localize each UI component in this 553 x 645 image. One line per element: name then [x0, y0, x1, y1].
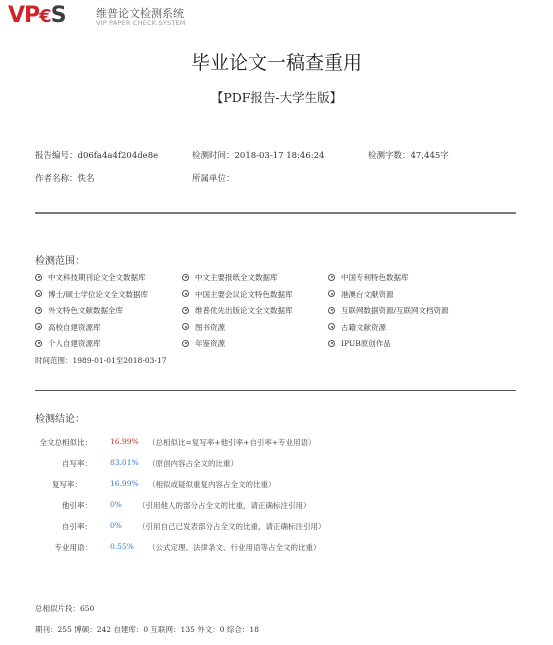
scope-item-label: 图书资源 — [195, 322, 225, 332]
scope-item-label: IPUB原创作品 — [341, 339, 391, 348]
scope-item — [182, 322, 225, 333]
bullet-icon — [35, 274, 42, 281]
conclusion-value: 0% — [110, 521, 122, 530]
scope-item-label: 中文科技期刊论文全文数据库 — [48, 273, 146, 282]
scope-item-label: 高校自建资源库 — [48, 322, 101, 332]
scope-item-label: 港澳台文献资源 — [341, 289, 394, 299]
conclusion-description: （总相似比=复写率+他引率+自引率+专业用语） — [148, 438, 316, 447]
divider-middle — [35, 390, 516, 391]
conclusion-label: 自写率： — [62, 459, 92, 468]
scope-item-label: 个人自建资源库 — [48, 339, 101, 348]
conclusion-label: 复写率： — [52, 480, 82, 489]
source-breakdown: 期刊：255 博硕：242 自建库：0 互联网：135 外文：0 综合：18 — [35, 625, 259, 634]
scope-item — [35, 338, 101, 349]
report-title: 毕业论文一稿查重用 — [190, 52, 362, 74]
bullet-icon — [328, 323, 335, 330]
report-number: 报告编号：d06fa4a4f204de8e — [35, 151, 159, 161]
logo-mark: VP€S — [8, 3, 66, 28]
bullet-icon — [182, 290, 189, 297]
scope-item-label: 互联网数据资源/互联网文档资源 — [341, 306, 449, 315]
conclusion-label: 全文总相似比： — [39, 438, 92, 447]
scope-item-label: 维普优先出版论文全文数据库 — [195, 306, 293, 315]
scope-item — [35, 305, 123, 316]
conclusion-description: （引用自己已发表部分占全文的比重，请正确标注引用） — [138, 522, 326, 531]
conclusion-value: 16.99% — [110, 479, 139, 488]
scope-item — [328, 338, 391, 349]
affiliation: 所属单位： — [192, 174, 235, 184]
scope-item — [182, 305, 293, 316]
author-name: 作者名称：佚名 — [35, 174, 95, 184]
bullet-icon — [182, 307, 189, 314]
scope-item — [328, 272, 409, 283]
conclusion-description: （公式定理、法律条文、行业用语等占全文的比重） — [148, 543, 321, 552]
conclusion-heading: 检测结论： — [35, 414, 85, 425]
bullet-icon — [35, 290, 42, 297]
scope-item — [182, 289, 293, 300]
logo-subtitle: VIP PAPER CHECK SYSTEM — [96, 19, 186, 27]
scope-item — [35, 272, 146, 283]
scope-item — [182, 338, 225, 349]
scope-item-label: 外文特色文献数据全库 — [48, 306, 123, 315]
scope-item — [35, 322, 101, 333]
conclusion-label: 他引率： — [62, 501, 92, 510]
conclusion-label: 自引率： — [62, 522, 92, 531]
divider-top — [35, 212, 516, 214]
scope-item — [35, 289, 148, 300]
bullet-icon — [328, 340, 335, 347]
conclusion-description: （引用他人的部分占全文的比重，请正确标注引用） — [138, 501, 311, 510]
conclusion-description: （原创内容占全文的比重） — [148, 459, 238, 468]
conclusion-label: 专业用语： — [54, 543, 92, 552]
logo-name: 维普论文检测系统 — [96, 7, 184, 20]
scope-item — [328, 289, 394, 300]
similar-segments: 总相似片段：650 — [35, 604, 95, 613]
conclusion-value: 0.55% — [110, 542, 134, 551]
time-range: 时间范围：1989-01-01至2018-03-17 — [35, 356, 167, 365]
scope-item — [182, 272, 278, 283]
bullet-icon — [182, 274, 189, 281]
check-time: 检测时间：2018-03-17 18:46:24 — [192, 151, 325, 161]
bullet-icon — [35, 340, 42, 347]
scope-item-label: 博士/硕士学位论文全文数据库 — [48, 289, 149, 299]
scope-item — [328, 322, 386, 333]
conclusion-value: 83.01% — [110, 458, 139, 467]
conclusion-value: 16.99% — [110, 437, 139, 446]
scope-item-label: 中国专利特色数据库 — [341, 273, 409, 282]
scope-item-label: 中国主要会议论文特色数据库 — [195, 289, 293, 299]
bullet-icon — [328, 307, 335, 314]
bullet-icon — [35, 307, 42, 314]
scope-item-label: 古籍文献资源 — [341, 322, 386, 332]
scope-item-label: 中文主要报纸全文数据库 — [195, 273, 278, 282]
bullet-icon — [328, 274, 335, 281]
report-edition: 【PDF报告-大学生版】 — [210, 90, 343, 105]
bullet-icon — [328, 290, 335, 297]
bullet-icon — [35, 323, 42, 330]
scope-item — [328, 305, 449, 316]
conclusion-description: （相似或疑似重复内容占全文的比重） — [148, 480, 276, 489]
word-count: 检测字数：47,445字 — [368, 151, 449, 161]
conclusion-value: 0% — [110, 500, 122, 509]
bullet-icon — [182, 340, 189, 347]
bullet-icon — [182, 323, 189, 330]
scope-heading: 检测范围： — [35, 256, 85, 267]
scope-item-label: 年鉴资源 — [195, 339, 225, 348]
